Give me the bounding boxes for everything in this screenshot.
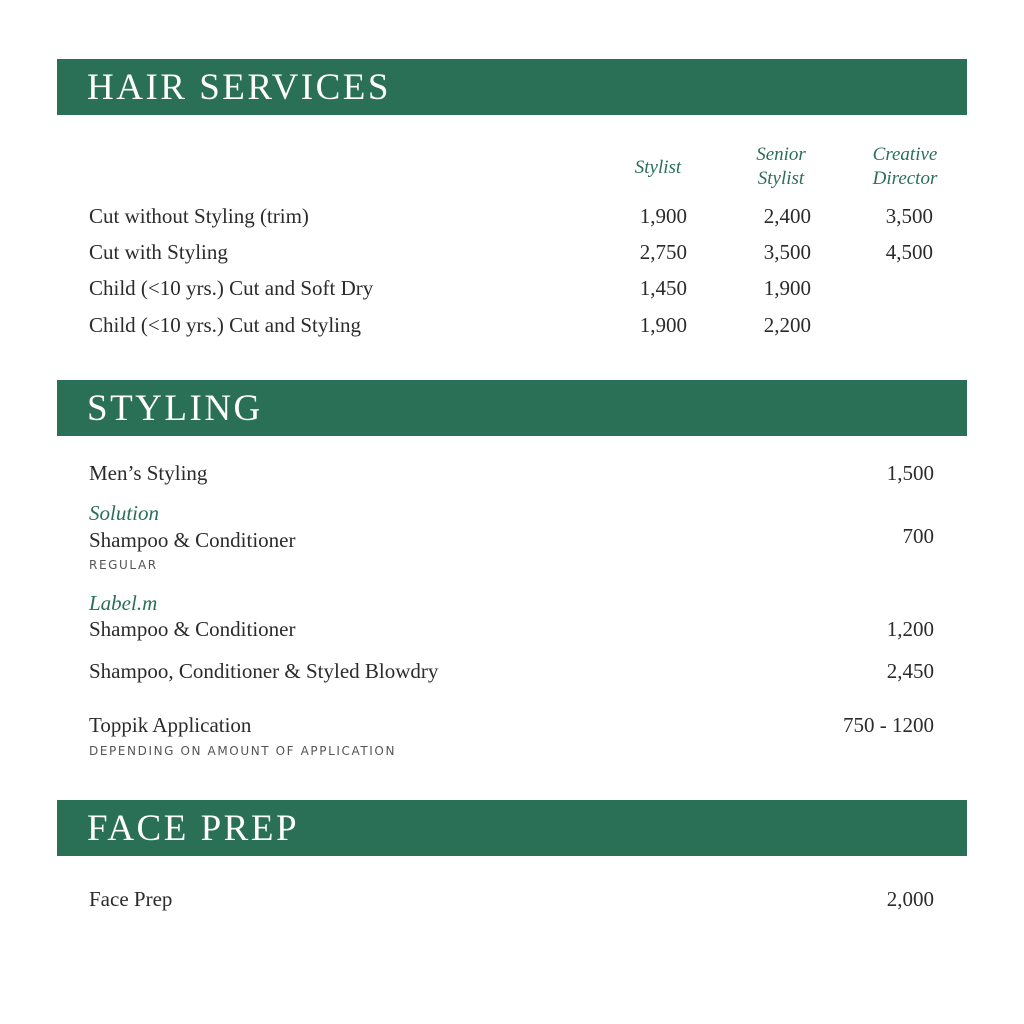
brand-labelm: Label.m	[89, 591, 158, 615]
column-header-line: Stylist	[757, 168, 805, 189]
price-creative-director: 3,500	[885, 204, 933, 228]
service-label: Shampoo & Conditioner	[89, 528, 296, 552]
service-label: Face Prep	[89, 887, 173, 911]
column-header-senior-stylist	[731, 143, 831, 191]
styling-header	[57, 380, 967, 436]
service-label: Men’s Styling	[89, 461, 208, 485]
service-label: Cut without Styling (trim)	[89, 204, 309, 228]
column-header-line: Creative	[872, 144, 938, 165]
service-label: Shampoo, Conditioner & Styled Blowdry	[89, 659, 439, 683]
column-header-line: Senior	[756, 144, 806, 165]
brand-solution: Solution	[89, 501, 160, 525]
column-header-creative-director	[855, 143, 955, 191]
price: 750 - 1200	[843, 713, 934, 737]
price: 2,000	[886, 887, 934, 911]
price-senior-stylist: 1,900	[763, 276, 811, 300]
section-title: HAIR SERVICES	[87, 66, 391, 108]
price: 1,200	[886, 617, 934, 641]
service-label: Shampoo & Conditioner	[89, 617, 296, 641]
column-header-line: Director	[872, 168, 938, 189]
price: 1,500	[886, 461, 934, 485]
hair-services-header	[57, 59, 967, 115]
price: 2,450	[886, 659, 934, 683]
price-stylist: 1,900	[639, 204, 687, 228]
price-senior-stylist: 2,200	[763, 313, 811, 337]
price-stylist: 2,750	[639, 240, 687, 264]
section-title: STYLING	[87, 387, 263, 429]
price-senior-stylist: 2,400	[763, 204, 811, 228]
price-senior-stylist: 3,500	[763, 240, 811, 264]
price: 700	[902, 524, 934, 548]
service-label: Cut with Styling	[89, 240, 228, 264]
service-label: Toppik Application	[89, 713, 252, 737]
price-creative-director: 4,500	[885, 240, 933, 264]
service-label: Child (<10 yrs.) Cut and Soft Dry	[89, 276, 374, 300]
service-note: REGULAR	[89, 558, 158, 572]
service-note: DEPENDING ON AMOUNT OF APPLICATION	[89, 744, 397, 758]
service-label: Child (<10 yrs.) Cut and Styling	[89, 313, 362, 337]
price-stylist: 1,900	[639, 313, 687, 337]
column-header-stylist	[608, 156, 708, 180]
price-stylist: 1,450	[639, 276, 687, 300]
section-title: FACE PREP	[87, 807, 300, 849]
face-prep-header	[57, 800, 967, 856]
column-header-line: Stylist	[634, 157, 682, 178]
